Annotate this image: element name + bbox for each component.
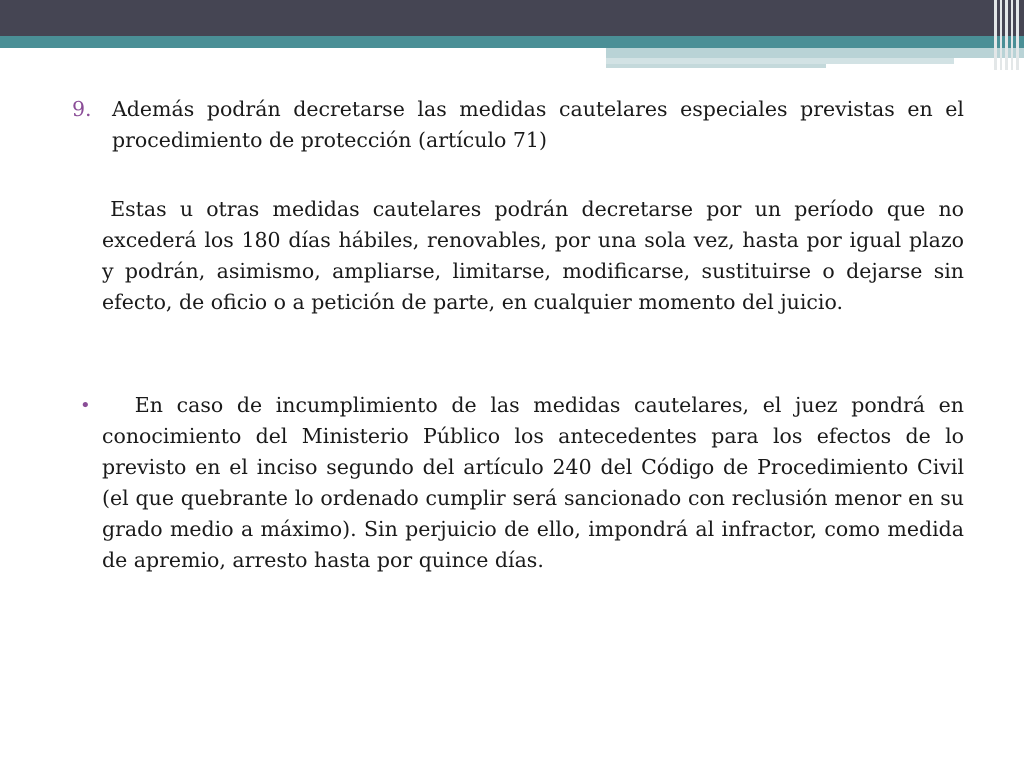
list-number-marker: 9. [72,97,92,121]
header-light-stripe [606,64,826,68]
corner-decoration [992,0,1024,70]
corner-line [1000,0,1002,70]
numbered-item-text: Además podrán decretarse las medidas cautelares especiales previstas en el procedimiento de protección (artículo 71) [112,97,964,152]
corner-line [1005,0,1008,70]
corner-line [1016,0,1019,70]
header-teal-band [0,36,1024,48]
bullet-marker-icon: • [80,395,91,416]
corner-line [1011,0,1013,70]
header-light-stripe [606,48,1024,58]
corner-line [994,0,997,70]
bullet-item-text: En caso de incumplimiento de las medidas cautelares, el juez pondrá en conocimiento del Ministerio Público los antecedentes para los efectos de lo previsto en el inciso segundo del artículo 240 del Código de Procedimiento Civil (el que quebrante lo ordenado cumplir será sancionado con reclusión menor en su grado medio a máximo). Sin perjuicio de ello, impondrá al infractor, como medida de apremio, arresto hasta por quince días. [102,393,964,572]
header-dark-band [0,0,1024,36]
body-paragraph: Estas u otras medidas cautelares podrán decretarse por un período que no excederá los 180 días hábiles, renovables, por una sola vez, hasta por igual plazo y podrán, asimismo, ampliarse, limitarse, modificarse, sustituirse o dejarse sin efecto, de oficio o a petición de parte, en cualquier momento del juicio. [102,197,964,314]
